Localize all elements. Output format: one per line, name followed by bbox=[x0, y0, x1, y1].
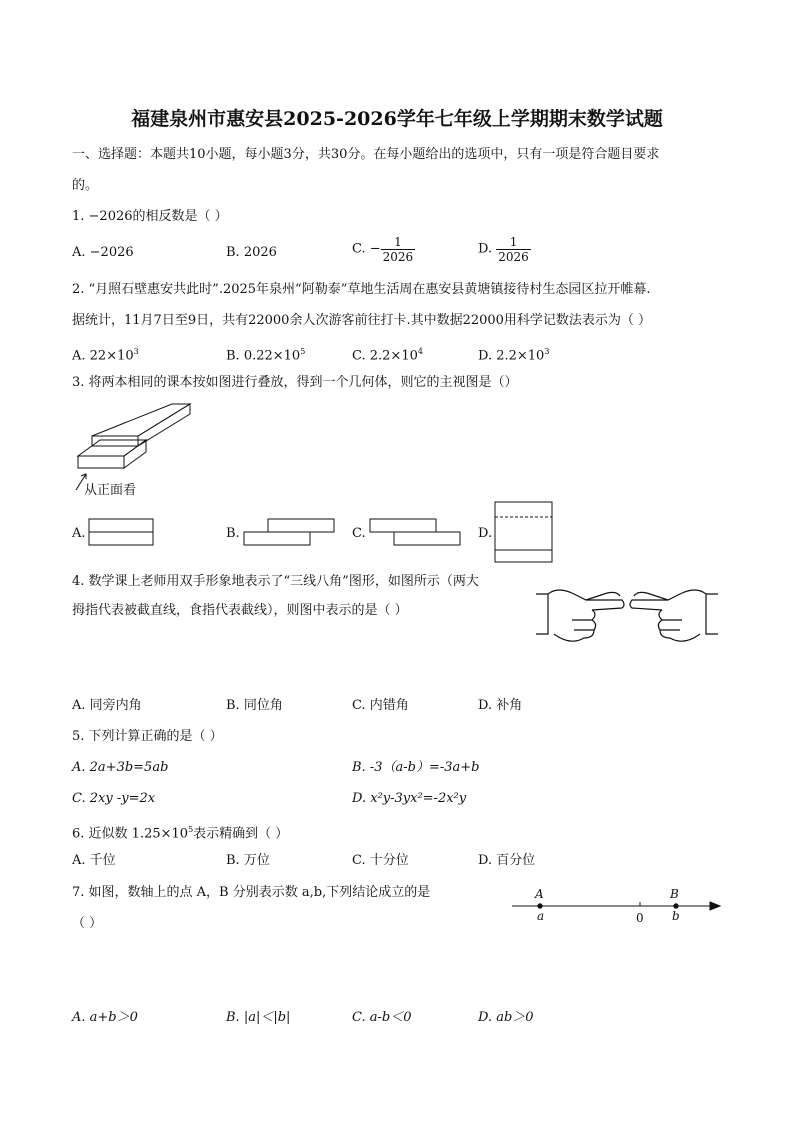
q2-d-base: D. 2.2×10 bbox=[478, 348, 545, 364]
q3-stem: 3. 将两本相同的课本按如图进行叠放，得到一个几何体，则它的主视图是（） bbox=[72, 375, 518, 390]
label-zero: 0 bbox=[636, 911, 644, 925]
q6-option-c: C. 十分位 bbox=[352, 853, 409, 868]
q2-c-base: C. 2.2×10 bbox=[352, 348, 418, 364]
q6-stem-exp: 5 bbox=[188, 825, 194, 834]
q1-stem: 1. −2026的相反数是（ ） bbox=[72, 209, 228, 224]
q7-option-d: D. ab＞0 bbox=[478, 1010, 534, 1025]
q1-c-numerator: 1 bbox=[381, 235, 416, 250]
q7-stem-line2: （ ） bbox=[72, 916, 103, 931]
q7-option-b: B. |a|＜|b| bbox=[226, 1010, 291, 1025]
q3-option-a: A. bbox=[72, 526, 86, 541]
q5-option-d: D. x²y-3yx²=-2x²y bbox=[352, 791, 467, 806]
q5-option-a: A. 2a+3b=5ab bbox=[72, 760, 169, 775]
q3-option-b-figure bbox=[242, 518, 342, 550]
q2-c-exp: 4 bbox=[417, 347, 423, 356]
q1-c-denominator: 2026 bbox=[382, 250, 414, 264]
q5-stem: 5. 下列计算正确的是（ ） bbox=[72, 729, 223, 744]
q2-stem-line1: 2. “月照石壁惠安共此时”.2025年泉州“阿勒泰”草地生活周在惠安县黄塘镇接待村生态园区拉开帷幕. bbox=[72, 282, 651, 297]
q5-option-c: C. 2xy -y=2x bbox=[72, 791, 156, 806]
q2-option-d bbox=[478, 344, 549, 364]
page-title: 福建泉州市惠安县2025-2026学年七年级上学期期末数学试题 bbox=[131, 108, 663, 130]
q6-stem bbox=[72, 822, 288, 842]
q2-d-exp: 3 bbox=[544, 347, 550, 356]
q3-option-d: D. bbox=[478, 526, 493, 541]
q2-stem-line2: 据统计，11月7日至9日，共有22000余人次游客前往打卡.其中数据22000用科学记数法表示为（ ） bbox=[72, 313, 652, 328]
q6-option-d: D. 百分位 bbox=[478, 853, 536, 868]
q1-option-d-prefix: D. bbox=[478, 241, 493, 257]
q1-option-c-prefix: C. − bbox=[352, 241, 381, 257]
q7-stem-line1: 7. 如图，数轴上的点 A，B 分别表示数 a,b,下列结论成立的是 bbox=[72, 885, 431, 900]
q5-option-b: B. -3（a-b）=-3a+b bbox=[352, 760, 480, 775]
q2-a-base: A. 22×10 bbox=[72, 348, 134, 364]
number-line-figure bbox=[510, 880, 724, 928]
q7-option-c: C. a-b＜0 bbox=[352, 1010, 412, 1025]
q4-stem-line2: 拇指代表被截直线，食指代表截线），则图中表示的是（ ） bbox=[72, 603, 408, 618]
q4-option-b: B. 同位角 bbox=[226, 698, 283, 713]
q3-option-a-figure bbox=[88, 518, 158, 550]
q1-option-c bbox=[352, 235, 415, 264]
point-a bbox=[538, 904, 542, 908]
q2-option-b bbox=[226, 344, 305, 364]
q6-stem-pre: 6. 近似数 1.25×10 bbox=[72, 826, 189, 842]
label-lower-b: b bbox=[672, 909, 680, 923]
q4-stem-line1: 4. 数学课上老师用双手形象地表示了“三线八角”图形，如图所示（两大 bbox=[72, 574, 479, 589]
q3-option-c: C. bbox=[352, 526, 366, 541]
q1-option-a: A. −2026 bbox=[72, 245, 134, 260]
q1-option-c-fraction bbox=[381, 235, 416, 264]
q3-option-c-figure bbox=[368, 518, 468, 550]
label-upper-b: B bbox=[670, 887, 679, 901]
label-upper-a: A bbox=[535, 887, 544, 901]
q1-option-b: B. 2026 bbox=[226, 245, 277, 260]
q1-d-denominator: 2026 bbox=[498, 250, 529, 264]
section-heading-cont: 的。 bbox=[72, 178, 99, 193]
q7-option-a: A. a+b＞0 bbox=[72, 1010, 138, 1025]
q1-d-numerator: 1 bbox=[496, 235, 531, 250]
front-view-label: 从正面看 bbox=[84, 483, 137, 498]
point-b bbox=[674, 904, 678, 908]
label-lower-a: a bbox=[537, 909, 545, 923]
arrow-head-icon bbox=[710, 902, 720, 910]
q2-option-c bbox=[352, 344, 423, 364]
q2-b-base: B. 0.22×10 bbox=[226, 348, 301, 364]
q4-option-c: C. 内错角 bbox=[352, 698, 409, 713]
q1-option-d bbox=[478, 235, 531, 264]
q1-option-d-fraction bbox=[496, 235, 531, 264]
hands-figure bbox=[534, 572, 720, 652]
q4-option-d: D. 补角 bbox=[478, 698, 523, 713]
q3-option-b: B. bbox=[226, 526, 240, 541]
q2-option-a bbox=[72, 344, 139, 364]
q4-option-a: A. 同旁内角 bbox=[72, 698, 142, 713]
q2-a-exp: 3 bbox=[133, 347, 139, 356]
q6-stem-post: 表示精确到（ ） bbox=[193, 826, 289, 842]
q6-option-a: A. 千位 bbox=[72, 853, 116, 868]
q6-option-b: B. 万位 bbox=[226, 853, 270, 868]
section-heading: 一、选择题：本题共10小题，每小题3分，共30分。在每小题给出的选项中，只有一项是符合题目要求 bbox=[72, 147, 660, 162]
q2-b-exp: 5 bbox=[300, 347, 306, 356]
q3-option-d-figure bbox=[494, 501, 556, 567]
